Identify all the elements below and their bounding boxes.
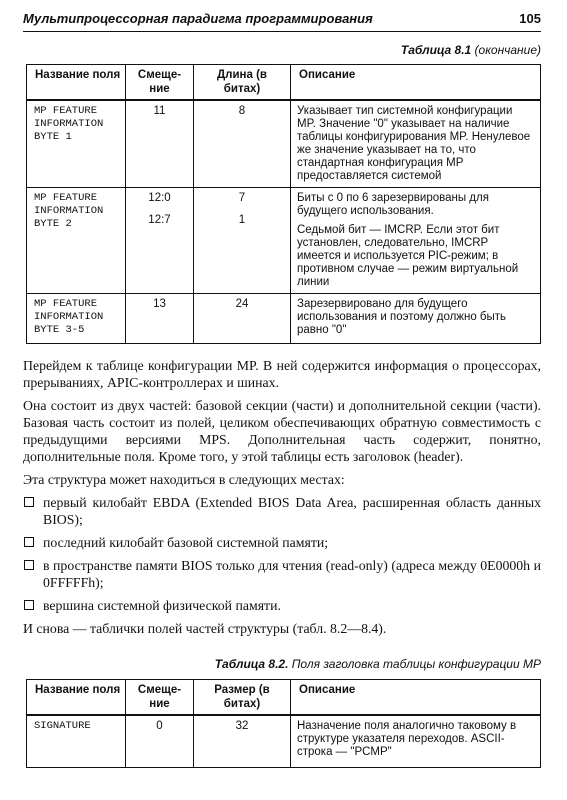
- cell-offset: 13: [126, 294, 194, 344]
- cell-offset-b: 12:7: [148, 214, 171, 226]
- cell-offset: [126, 188, 194, 294]
- header-rule: [23, 31, 541, 32]
- cell-length: [194, 188, 291, 294]
- page-number: 105: [519, 11, 541, 26]
- cell-length-b: 1: [238, 214, 246, 226]
- paragraph-1: Перейдем к таблице конфигурации MP. В ней содержится информация о процессорах, прерываниях, APIC-контроллерах и шинах.: [23, 358, 541, 390]
- table1-caption-label: Таблица 8.1: [400, 43, 472, 57]
- cell-field-name: MP FEATURE INFORMATION BYTE 2: [27, 188, 126, 294]
- table2-caption-rest: Поля заголовка таблицы конфигурации MP: [288, 657, 541, 671]
- paragraph-3: Эта структура может находиться в следующих местах:: [23, 472, 345, 487]
- list-item-text: в пространстве памяти BIOS только для чтения (read-only) (адреса между 0E0000h и 0FFFFFh);: [43, 558, 541, 590]
- paragraph-4: И снова — таблички полей частей структуры (табл. 8.2—8.4).: [23, 621, 387, 636]
- cell-offset-a: 12:0: [148, 192, 171, 204]
- col-header-offset: Смеще-ние: [126, 65, 194, 101]
- list-item-text: вершина системной физической памяти.: [43, 598, 281, 613]
- cell-size: 32: [194, 715, 291, 767]
- checkbox-bullet-icon: [24, 600, 34, 610]
- checkbox-bullet-icon: [24, 537, 34, 547]
- col-header-length: Длина (в битах): [194, 65, 291, 101]
- list-item: [23, 557, 541, 591]
- cell-length: 8: [194, 100, 291, 188]
- col-header-description: Описание: [291, 65, 541, 101]
- checkbox-bullet-icon: [24, 497, 34, 507]
- body-text: [23, 357, 541, 643]
- list-item: [23, 534, 541, 551]
- col-header-description: Описание: [291, 680, 541, 716]
- table2-caption: [215, 657, 541, 671]
- table2-header-row: [27, 680, 541, 716]
- table-row: [27, 294, 541, 344]
- cell-length: 24: [194, 294, 291, 344]
- running-header: [23, 8, 541, 30]
- table1-caption: [401, 43, 541, 57]
- chapter-title: Мультипроцессорная парадигма программирования: [23, 11, 373, 26]
- table-row: [27, 188, 541, 294]
- list-item: [23, 597, 541, 614]
- cell-description-a: Биты с 0 по 6 зарезервированы для будущего использования.: [297, 192, 489, 217]
- table1-header-row: [27, 65, 541, 101]
- col-header-size: Размер (в битах): [194, 680, 291, 716]
- cell-description: Зарезервировано для будущего использования и поэтому должно быть равно "0": [291, 294, 541, 344]
- paragraph-2: Она состоит из двух частей: базовой секции (части) и дополнительной секции (части). Базовая часть состоит из полей, целиком обеспечивающих обратную совместимость с предыдущими версиями MPS. Дополнительная часть содержит, понятно, дополнительные поля. Кроме того, у этой таблицы есть заголовок (header).: [23, 398, 541, 464]
- cell-offset: 11: [126, 100, 194, 188]
- table-row: [27, 100, 541, 188]
- cell-field-name: MP FEATURE INFORMATION BYTE 1: [27, 100, 126, 188]
- cell-offset: 0: [126, 715, 194, 767]
- table1: [26, 64, 541, 344]
- cell-description-b: Седьмой бит — IMCRP. Если этот бит установлен, следовательно, IMCRP имеется и используется PIC-режим; в противном случае — режим виртуальной линии: [297, 224, 519, 288]
- list-item: [23, 494, 541, 528]
- cell-description: Указывает тип системной конфигурации MP. Значение "0" указывает на наличие таблицы конфигурирования MP. Ненулевое же значение указывает на то, что стандартная конфигурация MP предоставляется системой: [291, 100, 541, 188]
- cell-description: [291, 188, 541, 294]
- col-header-name: Название поля: [27, 65, 126, 101]
- table2: [26, 679, 541, 768]
- list-item-text: первый килобайт EBDA (Extended BIOS Data Area, расширенная область данных BIOS);: [43, 495, 541, 527]
- col-header-offset: Смеще-ние: [126, 680, 194, 716]
- cell-field-name: SIGNATURE: [27, 715, 126, 767]
- table-row: [27, 715, 541, 767]
- cell-length-a: 7: [238, 192, 246, 204]
- table2-caption-label: Таблица 8.2.: [214, 657, 289, 671]
- table1-caption-rest: (окончание): [471, 43, 541, 57]
- locations-list: [23, 494, 541, 614]
- cell-description: Назначение поля аналогично таковому в структуре указателя переходов. ASCII-строка — "PCMP": [291, 715, 541, 767]
- col-header-name: Название поля: [27, 680, 126, 716]
- checkbox-bullet-icon: [24, 560, 34, 570]
- list-item-text: последний килобайт базовой системной памяти;: [43, 535, 329, 550]
- cell-field-name: MP FEATURE INFORMATION BYTE 3-5: [27, 294, 126, 344]
